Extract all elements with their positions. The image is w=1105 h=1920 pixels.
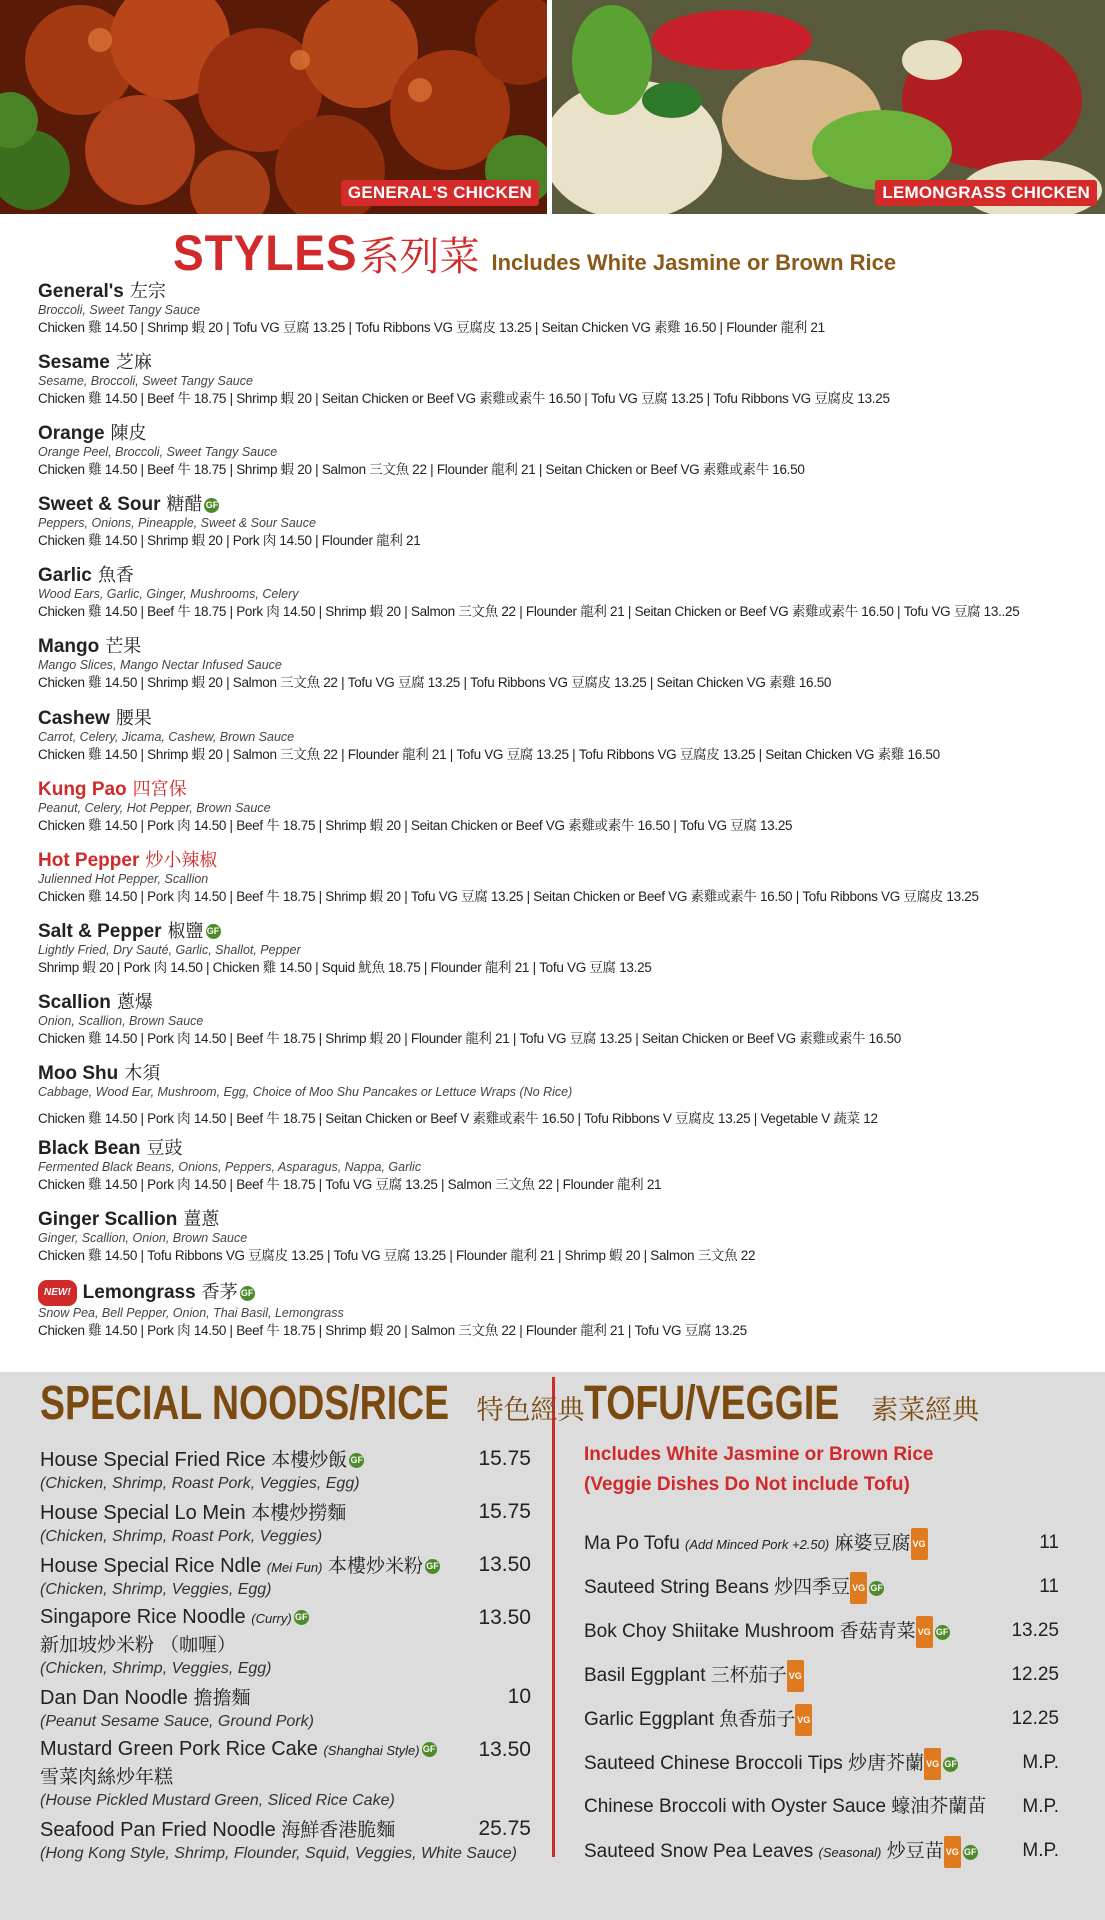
veggie-subtitle-rice: Includes White Jasmine or Brown Rice — [584, 1444, 934, 1465]
veggie-title-text: TOFU/VEGGIE — [584, 1377, 840, 1430]
gluten-free-icon: GF — [422, 1742, 437, 1757]
gluten-free-icon: GF — [869, 1581, 884, 1596]
dish-name-zh: 陳皮 — [110, 423, 147, 445]
dish-description: Wood Ears, Garlic, Ginger, Mushrooms, Celery — [38, 587, 299, 602]
gluten-free-icon: GF — [294, 1610, 309, 1625]
dish-prices: Chicken 雞 14.50 | Tofu Ribbons VG 豆腐皮 13.25 | Tofu VG 豆腐 13.25 | Flounder 龍利 21 | Shrimp 蝦 20 | Salmon 三文魚 22 — [38, 1248, 756, 1264]
noodle-item — [40, 1605, 535, 1679]
dish-name-en: Mango — [38, 636, 100, 658]
noodle-item — [40, 1446, 535, 1494]
dish-name-zh: 芒果 — [105, 636, 142, 658]
noodle-description: (Chicken, Shrimp, Veggies, Egg) — [40, 1660, 272, 1677]
dish-name — [38, 636, 1098, 658]
styles-subtitle: Includes White Jasmine or Brown Rice — [491, 250, 897, 275]
veggie-name-zh: 香菇青菜 — [839, 1620, 916, 1643]
dish-name-en: Kung Pao — [38, 778, 127, 800]
dish-item — [38, 779, 1098, 850]
veggie-item — [584, 1660, 1059, 1704]
veggie-name: Sauteed Snow Pea Leaves — [584, 1841, 814, 1863]
dish-name-en: Scallion — [38, 991, 111, 1013]
veggie-name: Sauteed String Beans — [584, 1577, 769, 1599]
dish-name-zh: 椒鹽 — [167, 920, 204, 942]
dish-name — [38, 281, 1098, 303]
dish-name-zh: 左宗 — [129, 281, 166, 302]
veggie-list — [584, 1528, 1059, 1880]
dish-item — [38, 850, 1098, 921]
vegan-icon: VG — [795, 1704, 812, 1736]
dish-description: Mango Slices, Mango Nectar Infused Sauce — [38, 658, 282, 673]
noods-title-zh: 特色經典 — [476, 1395, 585, 1426]
dish-description: Ginger, Scallion, Onion, Brown Sauce — [38, 1231, 248, 1246]
veggie-name: Sauteed Chinese Broccoli Tips — [584, 1753, 843, 1775]
noodle-name-en: House Special Lo Mein — [40, 1502, 246, 1524]
gluten-free-icon: GF — [204, 498, 219, 513]
photo-banner — [0, 0, 1105, 214]
veggie-subtitle-tofu-note: (Veggie Dishes Do Not include Tofu) — [584, 1474, 910, 1495]
noodle-description: (Peanut Sesame Sauce, Ground Pork) — [40, 1713, 314, 1730]
vegan-icon: VG — [924, 1748, 941, 1780]
dish-item — [38, 565, 1098, 636]
veggie-name-note: (Add Minced Pork +2.50) — [685, 1537, 830, 1553]
dish-name-zh: 糖醋 — [166, 494, 203, 516]
veggie-name-zh: 三杯茄子 — [710, 1664, 787, 1687]
dish-prices: Chicken 雞 14.50 | Pork 肉 14.50 | Beef 牛 18.75 | Shrimp 蝦 20 | Seitan Chicken or Beef VG 素雞或素牛 16.50 | Tofu VG 豆腐 13.25 — [38, 817, 793, 833]
dish-prices: Chicken 雞 14.50 | Shrimp 蝦 20 | Pork 肉 14.50 | Flounder 龍利 21 — [38, 533, 421, 549]
dish-name-zh: 蔥爆 — [116, 991, 153, 1013]
dish-item — [38, 423, 1098, 494]
dish-prices: Chicken 雞 14.50 | Pork 肉 14.50 | Beef 牛 18.75 | Shrimp 蝦 20 | Salmon 三文魚 22 | Flounder 龍利 21 | Tofu VG 豆腐 13.25 — [38, 1323, 747, 1339]
veggie-title-zh: 素菜經典 — [871, 1395, 980, 1426]
dish-description: Sesame, Broccoli, Sweet Tangy Sauce — [38, 374, 253, 389]
noodle-name — [40, 1684, 535, 1712]
noodle-name-en: Mustard Green Pork Rice Cake — [40, 1738, 318, 1760]
noodle-description: (House Pickled Mustard Green, Sliced Rice Cake) — [40, 1792, 395, 1809]
dish-description: Fermented Black Beans, Onions, Peppers, Asparagus, Nappa, Garlic — [38, 1160, 422, 1175]
noodle-item — [40, 1737, 535, 1811]
noodle-name-en: Singapore Rice Noodle — [40, 1606, 246, 1628]
dish-item — [38, 1138, 1098, 1209]
veggie-price: M.P. — [1022, 1752, 1059, 1773]
dish-name-en: Orange — [38, 423, 105, 445]
veggie-price: 12.25 — [1011, 1708, 1059, 1729]
noodle-price: 13.50 — [478, 1738, 531, 1761]
dish-name — [38, 1280, 1098, 1306]
gluten-free-icon: GF — [425, 1559, 440, 1574]
gluten-free-icon: GF — [963, 1845, 978, 1860]
noodle-name-en: Seafood Pan Fried Noodle — [40, 1819, 276, 1841]
dish-name — [38, 1209, 1098, 1231]
dish-name-en: Ginger Scallion — [38, 1209, 178, 1231]
veggie-name: Bok Choy Shiitake Mushroom — [584, 1621, 835, 1643]
dish-name-en: Moo Shu — [38, 1063, 119, 1085]
generals-chicken-caption: GENERAL'S CHICKEN — [341, 180, 539, 206]
styles-title-zh: 系列菜 — [359, 234, 480, 280]
dish-item — [38, 281, 1098, 352]
noodle-description: (Chicken, Shrimp, Roast Pork, Veggies) — [40, 1528, 323, 1545]
dish-name-zh: 四宮保 — [132, 778, 187, 800]
dish-name — [38, 352, 1098, 374]
noodle-name-en: House Special Fried Rice — [40, 1449, 266, 1471]
veggie-item — [584, 1836, 1059, 1880]
styles-header — [173, 224, 896, 282]
dish-name-en: Salt & Pepper — [38, 920, 162, 942]
veggie-price: 11 — [1039, 1576, 1059, 1597]
dish-item — [38, 494, 1098, 565]
noodle-description: (Chicken, Shrimp, Roast Pork, Veggies, Egg) — [40, 1475, 360, 1492]
dish-name-zh: 豆豉 — [146, 1138, 183, 1160]
dish-name-zh: 薑蔥 — [183, 1209, 220, 1231]
dish-name — [38, 1138, 1098, 1160]
dish-name — [38, 708, 1098, 730]
dish-prices: Chicken 雞 14.50 | Shrimp 蝦 20 | Salmon 三文魚 22 | Tofu VG 豆腐 13.25 | Tofu Ribbons VG 豆腐皮 13.25 | Seitan Chicken VG 素雞 16.50 — [38, 675, 832, 691]
dish-prices: Chicken 雞 14.50 | Pork 肉 14.50 | Beef 牛 18.75 | Tofu VG 豆腐 13.25 | Salmon 三文魚 22 | Flounder 龍利 21 — [38, 1177, 662, 1193]
noodle-name-zh: 本樓炒飯 — [271, 1449, 348, 1471]
dish-name-zh: 木須 — [124, 1063, 161, 1085]
veggie-name: Chinese Broccoli with Oyster Sauce — [584, 1796, 887, 1817]
generals-chicken-photo — [0, 0, 552, 214]
dish-description: Onion, Scallion, Brown Sauce — [38, 1013, 204, 1028]
dish-prices: Chicken 雞 14.50 | Beef 牛 18.75 | Shrimp 蝦 20 | Seitan Chicken or Beef VG 素雞或素牛 16.50 | Tofu VG 豆腐 13.25 | Tofu Ribbons VG 豆腐皮 13.25 — [38, 391, 890, 407]
dish-prices: Chicken 雞 14.50 | Beef 牛 18.75 | Pork 肉 14.50 | Shrimp 蝦 20 | Salmon 三文魚 22 | Flounder 龍利 21 | Seitan Chicken or Beef VG 素雞或素牛 16.50 | Tofu VG 豆腐 13..25 — [38, 604, 1020, 620]
noodle-item — [40, 1816, 535, 1864]
dish-prices: Shrimp 蝦 20 | Pork 肉 14.50 | Chicken 雞 14.50 | Squid 魷魚 18.75 | Flounder 龍利 21 | Tofu VG 豆腐 13.25 — [38, 959, 652, 975]
noodle-price: 15.75 — [478, 1500, 531, 1523]
veggie-name-note: (Seasonal) — [818, 1845, 882, 1861]
veggie-item — [584, 1528, 1059, 1572]
noodle-price: 13.50 — [478, 1606, 531, 1629]
dish-name-en: Lemongrass — [82, 1282, 196, 1304]
noodle-item — [40, 1499, 535, 1547]
noodle-name — [40, 1446, 535, 1474]
dish-prices: Chicken 雞 14.50 | Pork 肉 14.50 | Beef 牛 18.75 | Seitan Chicken or Beef V 素雞或素牛 16.50 | Tofu Ribbons V 豆腐皮 13.25 | Vegetable V 蔬菜 12 — [38, 1111, 878, 1127]
veggie-name-zh: 炒唐芥蘭 — [848, 1752, 925, 1775]
noodle-name-note: (Shanghai Style) — [323, 1743, 420, 1758]
dish-item — [38, 1063, 1098, 1138]
dish-name-zh: 魚香 — [97, 565, 134, 587]
dish-description: Carrot, Celery, Jicama, Cashew, Brown Sauce — [38, 729, 295, 744]
dish-description: Peanut, Celery, Hot Pepper, Brown Sauce — [38, 800, 271, 815]
dish-name-en: Black Bean — [38, 1138, 141, 1160]
vegan-icon: VG — [916, 1616, 933, 1648]
noodle-description: (Chicken, Shrimp, Veggies, Egg) — [40, 1581, 272, 1598]
dish-name-en: Hot Pepper — [38, 849, 140, 871]
dish-description: Peppers, Onions, Pineapple, Sweet & Sour Sauce — [38, 516, 316, 531]
section-divider — [552, 1377, 555, 1857]
dish-name — [38, 992, 1098, 1014]
dish-name — [38, 779, 1098, 801]
veggie-item — [584, 1572, 1059, 1616]
noodle-name-en: House Special Rice Ndle — [40, 1555, 262, 1577]
noodle-name-zh: 新加坡炒米粉 （咖喱） — [40, 1634, 237, 1656]
veggie-name-zh: 炒豆苗 — [886, 1840, 944, 1863]
dish-name — [38, 850, 1098, 872]
veggie-subtitle — [584, 1440, 933, 1500]
gluten-free-icon: GF — [349, 1453, 364, 1468]
dish-description: Lightly Fried, Dry Sauté, Garlic, Shallot, Pepper — [38, 942, 301, 957]
dish-description: Cabbage, Wood Ear, Mushroom, Egg, Choice of Moo Shu Pancakes or Lettuce Wraps (No Rice) — [38, 1085, 573, 1100]
dish-prices: Chicken 雞 14.50 | Shrimp 蝦 20 | Tofu VG 豆腐 13.25 | Tofu Ribbons VG 豆腐皮 13.25 | Seitan Chicken VG 素雞 16.50 | Flounder 龍利 21 — [38, 320, 825, 335]
veggie-name: Basil Eggplant — [584, 1665, 706, 1687]
gluten-free-icon: GF — [943, 1757, 958, 1772]
dish-name-en: Cashew — [38, 707, 110, 729]
dish-prices: Chicken 雞 14.50 | Pork 肉 14.50 | Beef 牛 18.75 | Shrimp 蝦 20 | Tofu VG 豆腐 13.25 | Seitan Chicken or Beef VG 素雞或素牛 16.50 | Tofu Ribbons VG 豆腐皮 13.25 — [38, 888, 979, 904]
veggie-item — [584, 1704, 1059, 1748]
noods-title-text: SPECIAL NOODS/RICE — [40, 1377, 450, 1430]
noodle-price: 13.50 — [478, 1553, 531, 1576]
styles-dish-list — [38, 281, 1098, 1351]
dish-name-zh: 炒小辣椒 — [145, 849, 218, 871]
veggie-price: M.P. — [1022, 1796, 1059, 1817]
veggie-item — [584, 1616, 1059, 1660]
dish-description: Julienned Hot Pepper, Scallion — [38, 871, 209, 886]
gluten-free-icon: GF — [240, 1286, 255, 1301]
vegan-icon: VG — [911, 1528, 928, 1560]
dish-prices: Chicken 雞 14.50 | Pork 肉 14.50 | Beef 牛 18.75 | Shrimp 蝦 20 | Flounder 龍利 21 | Tofu VG 豆腐 13.25 | Seitan Chicken or Beef VG 素雞或素牛 16.50 — [38, 1030, 901, 1046]
dish-name — [38, 423, 1098, 445]
vegan-icon: VG — [787, 1660, 804, 1692]
dish-name-zh: 香茅 — [201, 1282, 238, 1304]
veggie-item — [584, 1748, 1059, 1792]
dish-item — [38, 352, 1098, 423]
noodle-name-zh: 本樓炒撈麵 — [251, 1502, 347, 1524]
veggie-name-zh: 麻婆豆腐 — [834, 1532, 911, 1555]
noodle-price: 15.75 — [478, 1447, 531, 1470]
dish-name-en: Garlic — [38, 565, 92, 587]
veggie-title — [584, 1376, 979, 1431]
noodle-name-note: (Curry) — [251, 1611, 292, 1626]
gluten-free-icon: GF — [935, 1625, 950, 1640]
veggie-name: Ma Po Tofu — [584, 1533, 680, 1555]
noods-list — [40, 1446, 535, 1869]
noodle-item — [40, 1684, 535, 1732]
noodle-name-note: (Mei Fun) — [266, 1560, 323, 1575]
dish-name-zh: 芝麻 — [115, 352, 152, 374]
veggie-name-zh: 蠔油芥蘭苗 — [891, 1795, 987, 1817]
dish-name — [38, 1063, 1098, 1085]
noodle-name-zh: 本樓炒米粉 — [327, 1555, 423, 1577]
dish-name — [38, 565, 1098, 587]
noodle-item — [40, 1552, 535, 1600]
noodle-name — [40, 1552, 535, 1580]
vegan-icon: VG — [944, 1836, 961, 1868]
noodle-name — [40, 1605, 535, 1631]
new-badge: NEW! — [38, 1280, 77, 1306]
noodle-name — [40, 1499, 535, 1527]
noodle-name — [40, 1737, 535, 1763]
gluten-free-icon: GF — [206, 924, 221, 939]
dish-item — [38, 1209, 1098, 1280]
dish-item — [38, 636, 1098, 707]
veggie-name-zh: 炒四季豆 — [774, 1576, 851, 1599]
dish-name-en: Sweet & Sour — [38, 494, 161, 516]
dish-name — [38, 921, 1098, 943]
dish-description: Broccoli, Sweet Tangy Sauce — [38, 303, 201, 317]
noods-title — [40, 1376, 585, 1431]
veggie-price: 12.25 — [1011, 1664, 1059, 1685]
veggie-price: M.P. — [1022, 1840, 1059, 1861]
noodle-name-zh: 海鮮香港脆麵 — [281, 1819, 396, 1841]
dish-description: Snow Pea, Bell Pepper, Onion, Thai Basil, Lemongrass — [38, 1306, 344, 1321]
noodle-name — [40, 1816, 535, 1844]
noodle-name-zh: 擔擔麵 — [193, 1687, 251, 1709]
noodle-name-zh: 雪菜肉絲炒年糕 — [40, 1766, 174, 1788]
dish-prices: Chicken 雞 14.50 | Beef 牛 18.75 | Shrimp 蝦 20 | Salmon 三文魚 22 | Flounder 龍利 21 | Seitan Chicken or Beef VG 素雞或素牛 16.50 — [38, 462, 805, 478]
noodle-price: 10 — [507, 1685, 531, 1708]
dish-item — [38, 992, 1098, 1063]
noodle-price: 25.75 — [478, 1817, 531, 1840]
dish-item — [38, 1280, 1098, 1351]
dish-name — [38, 494, 1098, 516]
dish-description: Orange Peel, Broccoli, Sweet Tangy Sauce — [38, 445, 278, 460]
dish-item — [38, 708, 1098, 779]
dish-name-zh: 腰果 — [115, 707, 152, 729]
noodle-name-en: Dan Dan Noodle — [40, 1687, 188, 1709]
styles-title: STYLES — [173, 225, 358, 281]
veggie-item — [584, 1792, 1059, 1836]
veggie-name: Garlic Eggplant — [584, 1709, 714, 1731]
dish-item — [38, 921, 1098, 992]
lemongrass-chicken-caption: LEMONGRASS CHICKEN — [875, 180, 1097, 206]
veggie-price: 13.25 — [1011, 1620, 1059, 1641]
veggie-name-zh: 魚香茄子 — [719, 1708, 796, 1731]
vegan-icon: VG — [850, 1572, 867, 1604]
lemongrass-chicken-photo — [552, 0, 1105, 214]
dish-name-en: Sesame — [38, 352, 110, 374]
veggie-price: 11 — [1039, 1532, 1059, 1553]
dish-prices: Chicken 雞 14.50 | Shrimp 蝦 20 | Salmon 三文魚 22 | Flounder 龍利 21 | Tofu VG 豆腐 13.25 | Tofu Ribbons VG 豆腐皮 13.25 | Seitan Chicken VG 素雞 16.50 — [38, 746, 940, 762]
noodle-description: (Hong Kong Style, Shrimp, Flounder, Squid, Veggies, White Sauce) — [40, 1845, 517, 1862]
dish-name-en: General's — [38, 281, 124, 302]
